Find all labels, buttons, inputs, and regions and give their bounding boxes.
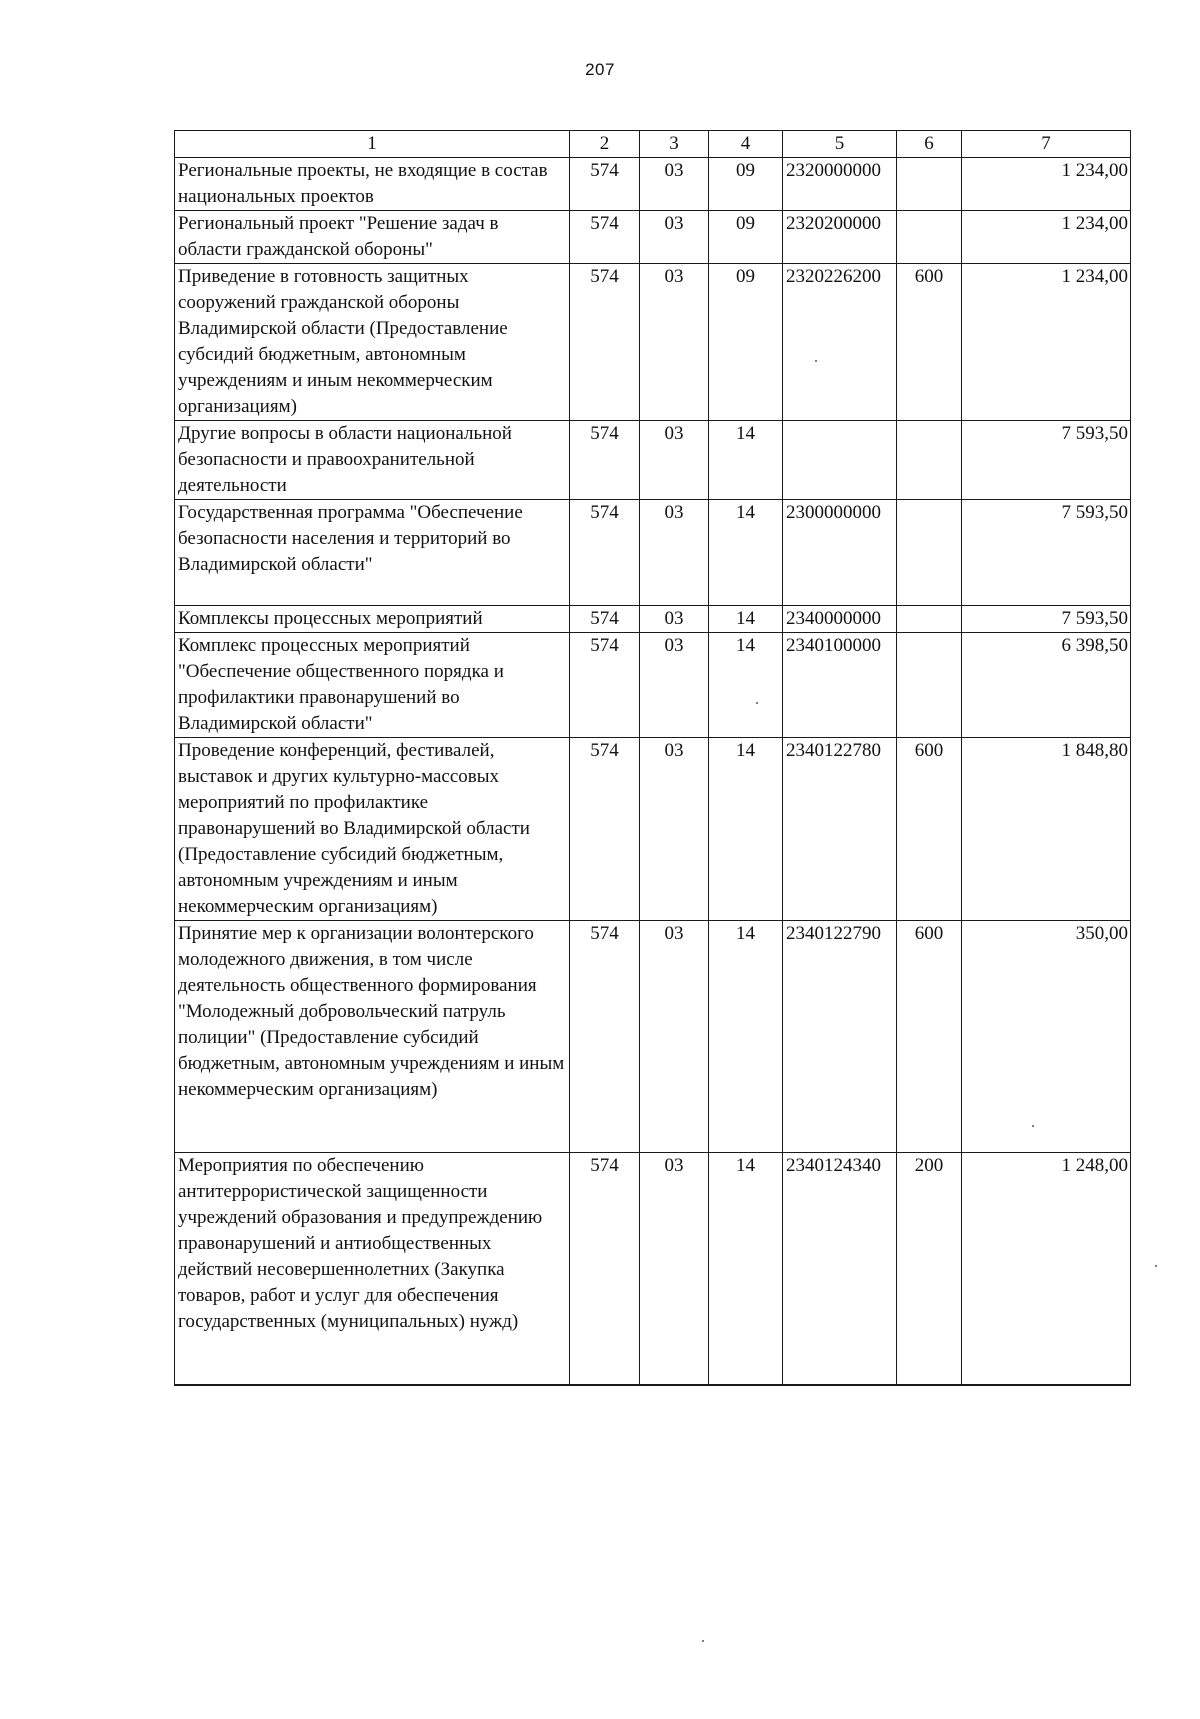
table-row [175, 264, 1131, 421]
row-c6: 600 [897, 738, 962, 921]
scan-speck [1032, 1125, 1034, 1127]
table-row [175, 500, 1131, 606]
row-name: Мероприятия по обеспечению антитеррористической защищенности учреждений образования и предупреждению правонарушений и антиобщественных действий несовершеннолетних (Закупка товаров, работ и услуг для обеспечения государственных (муниципальных) нужд) [175, 1153, 570, 1385]
row-c6 [897, 500, 962, 606]
row-c7: 350,00 [962, 921, 1131, 1153]
table-row [175, 1153, 1131, 1385]
scan-speck [815, 360, 817, 362]
row-c3: 03 [640, 633, 709, 738]
row-c2: 574 [570, 921, 640, 1153]
row-c2: 574 [570, 158, 640, 211]
row-name: Государственная программа "Обеспечение безопасности населения и территорий во Владимирской области" [175, 500, 570, 606]
header-col-4: 4 [709, 131, 783, 158]
row-c4: 14 [709, 921, 783, 1153]
row-name: Региональный проект "Решение задач в области гражданской обороны" [175, 211, 570, 264]
row-c6: 600 [897, 921, 962, 1153]
row-c7: 6 398,50 [962, 633, 1131, 738]
row-c4: 14 [709, 500, 783, 606]
row-c4: 14 [709, 606, 783, 633]
row-c4: 14 [709, 738, 783, 921]
row-c4: 09 [709, 211, 783, 264]
row-c4: 09 [709, 264, 783, 421]
row-c3: 03 [640, 421, 709, 500]
row-c3: 03 [640, 264, 709, 421]
row-name: Региональные проекты, не входящие в состав национальных проектов [175, 158, 570, 211]
row-c2: 574 [570, 264, 640, 421]
row-c2: 574 [570, 500, 640, 606]
row-c2: 574 [570, 633, 640, 738]
scan-speck [702, 1640, 704, 1642]
table-row [175, 421, 1131, 500]
row-c6 [897, 633, 962, 738]
row-c5: 2340124340 [783, 1153, 897, 1385]
row-c3: 03 [640, 921, 709, 1153]
row-c6 [897, 211, 962, 264]
row-c3: 03 [640, 500, 709, 606]
row-c5: 2320226200 [783, 264, 897, 421]
row-c2: 574 [570, 1153, 640, 1385]
row-c6 [897, 606, 962, 633]
row-c4: 14 [709, 421, 783, 500]
table-row [175, 211, 1131, 264]
header-col-2: 2 [570, 131, 640, 158]
table-row [175, 606, 1131, 633]
row-c3: 03 [640, 738, 709, 921]
row-c5: 2340122790 [783, 921, 897, 1153]
row-c5: 2340122780 [783, 738, 897, 921]
row-name: Другие вопросы в области национальной безопасности и правоохранительной деятельности [175, 421, 570, 500]
row-name: Комплексы процессных мероприятий [175, 606, 570, 633]
row-c6: 600 [897, 264, 962, 421]
row-c7: 7 593,50 [962, 421, 1131, 500]
header-col-3: 3 [640, 131, 709, 158]
row-c5 [783, 421, 897, 500]
row-c2: 574 [570, 738, 640, 921]
row-c2: 574 [570, 211, 640, 264]
row-c4: 14 [709, 1153, 783, 1385]
row-c7: 1 234,00 [962, 211, 1131, 264]
page-number: 207 [585, 60, 615, 79]
budget-table [174, 130, 1131, 1386]
row-c5: 2300000000 [783, 500, 897, 606]
row-c3: 03 [640, 211, 709, 264]
row-c7: 1 248,00 [962, 1153, 1131, 1385]
row-name: Приведение в готовность защитных сооружений гражданской обороны Владимирской области (Предоставление субсидий бюджетным, автономным учреждениям и иным некоммерческим организациям) [175, 264, 570, 421]
table-row [175, 633, 1131, 738]
row-c3: 03 [640, 1153, 709, 1385]
row-c7: 1 234,00 [962, 264, 1131, 421]
row-c4: 14 [709, 633, 783, 738]
row-c6 [897, 421, 962, 500]
header-col-1: 1 [175, 131, 570, 158]
table-row [175, 158, 1131, 211]
row-c3: 03 [640, 606, 709, 633]
row-name: Комплекс процессных мероприятий "Обеспечение общественного порядка и профилактики правонарушений во Владимирской области" [175, 633, 570, 738]
row-c7: 7 593,50 [962, 606, 1131, 633]
row-c2: 574 [570, 421, 640, 500]
row-name: Проведение конференций, фестивалей, выставок и других культурно-массовых мероприятий по профилактике правонарушений во Владимирской области (Предоставление субсидий бюджетным, автономным учреждениям и иным некоммерческим организациям) [175, 738, 570, 921]
row-c5: 2320200000 [783, 211, 897, 264]
header-col-6: 6 [897, 131, 962, 158]
header-row [175, 131, 1131, 158]
table-row [175, 738, 1131, 921]
row-c3: 03 [640, 158, 709, 211]
row-c7: 1 234,00 [962, 158, 1131, 211]
row-c6 [897, 158, 962, 211]
table-row [175, 921, 1131, 1153]
row-c4: 09 [709, 158, 783, 211]
row-c2: 574 [570, 606, 640, 633]
row-name: Принятие мер к организации волонтерского молодежного движения, в том числе деятельность общественного формирования "Молодежный добровольческий патруль полиции" (Предоставление субсидий бюджетным, автономным учреждениям и иным некоммерческим организациям) [175, 921, 570, 1153]
header-col-5: 5 [783, 131, 897, 158]
row-c5: 2320000000 [783, 158, 897, 211]
row-c7: 7 593,50 [962, 500, 1131, 606]
row-c5: 2340100000 [783, 633, 897, 738]
scan-speck [1155, 1265, 1157, 1267]
row-c6: 200 [897, 1153, 962, 1385]
header-col-7: 7 [962, 131, 1131, 158]
row-c7: 1 848,80 [962, 738, 1131, 921]
row-c5: 2340000000 [783, 606, 897, 633]
scan-speck [756, 702, 758, 704]
